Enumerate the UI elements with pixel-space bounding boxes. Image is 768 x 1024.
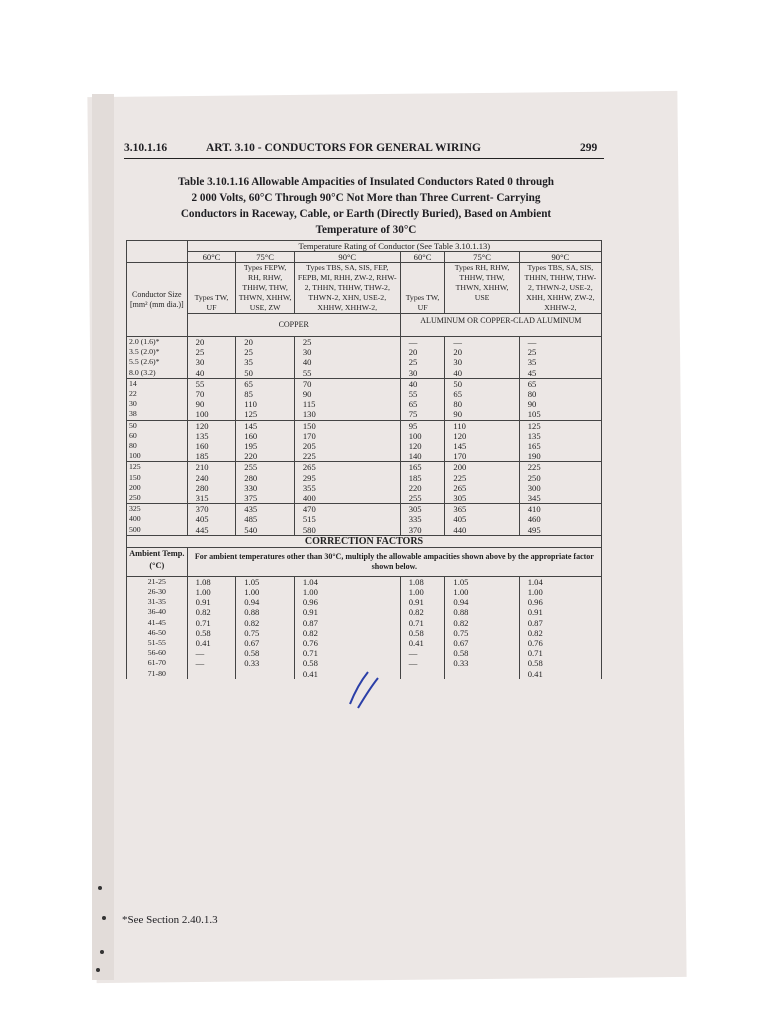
ampacity-cell-c90 xyxy=(294,420,400,462)
ampacity-value: 40 xyxy=(302,357,312,368)
correction-factor: 0.87 xyxy=(527,617,543,628)
ampacity-value: 90 xyxy=(527,399,537,410)
conductor-size: 125 xyxy=(129,462,141,472)
size-header-spacer xyxy=(127,241,188,263)
ampacity-group-row xyxy=(127,420,602,462)
ambient-range: 21-25 xyxy=(147,576,166,586)
ampacity-cell-a90 xyxy=(519,504,601,536)
ampacity-value: 190 xyxy=(527,451,541,462)
header-rule xyxy=(124,158,604,159)
ampacity-value: 240 xyxy=(195,472,209,483)
ampacity-value: 25 xyxy=(302,337,312,347)
ampacity-value: 120 xyxy=(408,441,422,452)
ampacity-value: 20 xyxy=(408,347,418,358)
conductor-size: 500 xyxy=(129,524,141,534)
ampacity-cell-c60 xyxy=(187,337,236,379)
ampacity-value: 20 xyxy=(195,337,205,347)
ampacity-value: 40 xyxy=(453,367,462,378)
ampacity-cell-c90 xyxy=(294,462,400,504)
ampacity-value: 220 xyxy=(408,482,422,493)
ampacity-value: 280 xyxy=(195,482,209,493)
ampacity-value: 140 xyxy=(408,451,422,462)
correction-factor xyxy=(453,669,516,679)
correction-factor: 0.91 xyxy=(302,607,318,618)
correction-factor: 0.94 xyxy=(244,597,260,608)
ampacity-cell-a75 xyxy=(445,420,519,462)
ampacity-value: 25 xyxy=(195,347,205,358)
correction-factor: 0.67 xyxy=(453,638,469,649)
correction-factor: 1.00 xyxy=(244,587,260,598)
ampacity-group-row xyxy=(127,337,602,379)
conductor-size: 2.0 (1.6)* xyxy=(129,337,160,346)
ambient-range: 36-40 xyxy=(147,607,166,617)
conductor-size: 325 xyxy=(129,504,141,514)
correction-factor xyxy=(196,669,234,679)
ampacity-value: 405 xyxy=(195,514,209,525)
correction-cell-a90 xyxy=(519,576,601,679)
correction-factors-title: CORRECTION FACTORS xyxy=(127,535,602,547)
ampacity-value: 55 xyxy=(302,367,312,378)
ampacity-cell-a60 xyxy=(400,378,445,420)
ampacity-value: 105 xyxy=(527,409,541,420)
ampacity-value: 440 xyxy=(453,524,467,535)
correction-factor: 0.75 xyxy=(453,627,469,638)
correction-factor: 0.41 xyxy=(195,638,211,649)
ambient-temp-label: Ambient Temp. (°C) xyxy=(127,547,188,576)
ampacity-value: 515 xyxy=(302,514,316,525)
ampacity-cell-a90 xyxy=(519,462,601,504)
ampacity-value: 580 xyxy=(302,524,316,535)
types-a60: Types TW, UF xyxy=(400,263,445,314)
ambient-range-cell xyxy=(127,576,188,679)
conductor-size-cell xyxy=(127,378,188,420)
types-c60: Types TW, UF xyxy=(187,263,236,314)
ampacity-value: 25 xyxy=(244,347,253,358)
ampacity-value: 90 xyxy=(453,409,462,420)
correction-factor: 0.91 xyxy=(408,597,424,608)
correction-factor: 1.00 xyxy=(527,587,543,598)
ampacity-value: 120 xyxy=(195,420,209,431)
ampacity-value: 200 xyxy=(453,462,467,473)
ambient-range: 56-60 xyxy=(147,648,166,658)
ampacity-value: 110 xyxy=(244,399,257,410)
ampacity-value: 250 xyxy=(527,472,541,483)
ampacity-cell-a75 xyxy=(445,337,519,379)
ampacity-cell-a75 xyxy=(445,504,519,536)
ampacity-cell-a90 xyxy=(519,378,601,420)
correction-factor: 0.41 xyxy=(408,638,424,649)
ampacity-value: 165 xyxy=(408,462,422,473)
ampacity-value: 55 xyxy=(408,389,418,400)
article-title: ART. 3.10 - CONDUCTORS FOR GENERAL WIRING xyxy=(206,142,481,154)
ampacity-cell-a75 xyxy=(445,462,519,504)
correction-factor: 1.05 xyxy=(244,576,260,587)
ampacity-value: 280 xyxy=(244,472,258,483)
ampacity-value: 150 xyxy=(302,420,316,431)
correction-factor xyxy=(244,669,292,679)
temp-a60: 60°C xyxy=(400,252,445,263)
ampacity-value: 255 xyxy=(408,493,422,504)
page-number: 299 xyxy=(580,142,598,154)
correction-note: For ambient temperatures other than 30°C, multiply the allowable ampacities shown above by the appropriate factor shown below. xyxy=(187,547,601,576)
ampacity-value: 470 xyxy=(302,504,316,515)
types-a75: Types RH, RHW, THHW, THW, THWN, XHHW, USE xyxy=(445,263,519,314)
correction-factor: 0.82 xyxy=(302,627,318,638)
ampacity-value: 355 xyxy=(302,482,316,493)
ampacity-value: 410 xyxy=(527,504,541,515)
ampacity-value: 125 xyxy=(244,409,258,420)
ampacity-cell-c75 xyxy=(236,378,295,420)
ampacity-group-row xyxy=(127,462,602,504)
conductor-size: 38 xyxy=(129,409,137,419)
ambient-range: 31-35 xyxy=(147,597,166,607)
ampacity-value: 165 xyxy=(527,441,541,452)
types-c90: Types TBS, SA, SIS, FEP, FEPB, MI, RHH, ZW-2, RHW-2, THHN, THHW, THW-2, THWN-2, XHN, USE-2, XHHW, XHHW-2, xyxy=(294,263,400,314)
ampacity-value: 145 xyxy=(244,420,258,431)
ambient-range: 71-80 xyxy=(147,668,166,678)
ampacity-value: 445 xyxy=(195,524,209,535)
ampacity-cell-a60 xyxy=(400,504,445,536)
ampacity-cell-c75 xyxy=(236,462,295,504)
ampacity-value: 40 xyxy=(195,367,205,378)
correction-factor: 0.82 xyxy=(527,627,543,638)
correction-cell-c60 xyxy=(187,576,236,679)
conductor-size: 200 xyxy=(129,482,141,492)
ampacity-cell-c90 xyxy=(294,337,400,379)
ampacity-value: 265 xyxy=(453,482,467,493)
conductor-size: 30 xyxy=(129,399,137,409)
ambient-range: 41-45 xyxy=(147,617,166,627)
correction-factor: 0.82 xyxy=(244,617,260,628)
correction-factor: 1.08 xyxy=(408,576,424,587)
ampacity-value: 25 xyxy=(527,347,537,358)
correction-factor: 0.76 xyxy=(302,638,318,649)
ampacity-value: 315 xyxy=(195,493,209,504)
ampacity-value: 50 xyxy=(453,378,462,389)
ambient-range: 61-70 xyxy=(147,658,166,668)
ampacity-cell-a60 xyxy=(400,462,445,504)
page-gutter xyxy=(92,94,114,980)
ampacity-value: 160 xyxy=(195,441,209,452)
ampacity-value: 70 xyxy=(302,378,312,389)
ampacity-group-row xyxy=(127,378,602,420)
correction-factor: 0.58 xyxy=(408,627,424,638)
footnote: *See Section 2.40.1.3 xyxy=(122,914,218,926)
ampacity-value: 305 xyxy=(453,493,467,504)
ampacity-value: 85 xyxy=(244,389,253,400)
correction-cell-c75 xyxy=(236,576,295,679)
ampacity-value: 95 xyxy=(408,420,418,431)
ampacity-cell-a60 xyxy=(400,420,445,462)
temperature-rating-title: Temperature Rating of Conductor (See Table 3.10.1.13) xyxy=(187,241,601,252)
ampacity-value: 125 xyxy=(527,420,541,431)
ampacity-value: 30 xyxy=(408,367,418,378)
ampacity-value: 330 xyxy=(244,482,258,493)
ampacity-value: 35 xyxy=(527,357,537,368)
ampacity-value: 205 xyxy=(302,441,316,452)
ampacity-value: 90 xyxy=(302,389,312,400)
conductor-size-label: Conductor Size [mm² (mm dia.)] xyxy=(127,263,188,337)
ampacity-value: 400 xyxy=(302,493,316,504)
correction-factor: 0.82 xyxy=(195,607,211,618)
ampacity-value: 160 xyxy=(244,430,258,441)
ampacity-value: 90 xyxy=(195,399,205,410)
ampacity-value: 100 xyxy=(408,430,422,441)
correction-factor: 0.33 xyxy=(453,658,469,669)
temp-c60: 60°C xyxy=(187,252,236,263)
ampacity-cell-c75 xyxy=(236,337,295,379)
correction-factor: 0.33 xyxy=(244,658,260,669)
ambient-range: 26-30 xyxy=(147,587,166,597)
ampacity-value: 35 xyxy=(244,357,253,368)
ampacity-value: 170 xyxy=(302,430,316,441)
temp-a75: 75°C xyxy=(445,252,519,263)
types-a90: Types TBS, SA, SIS, THHN, THHW, THW-2, THWN-2, USE-2, XHH, XHHW, ZW-2, XHHW-2, xyxy=(519,263,601,314)
ampacity-value: 50 xyxy=(244,367,253,378)
ampacity-value: 460 xyxy=(527,514,541,525)
ampacity-value: 65 xyxy=(453,389,462,400)
temp-c90: 90°C xyxy=(294,252,400,263)
ampacity-value: 370 xyxy=(408,524,422,535)
conductor-size: 14 xyxy=(129,378,137,388)
ampacity-value: 265 xyxy=(302,462,316,473)
ambient-range: 46-50 xyxy=(147,627,166,637)
conductor-size: 22 xyxy=(129,389,137,399)
ampacity-value: 220 xyxy=(244,451,258,462)
ampacity-value: 255 xyxy=(244,462,258,473)
page-specks xyxy=(96,880,110,980)
correction-factor: 0.96 xyxy=(302,597,318,608)
correction-factor: 0.87 xyxy=(302,617,318,628)
conductor-size: 150 xyxy=(129,472,141,482)
ampacity-value: 540 xyxy=(244,524,258,535)
ampacity-cell-c60 xyxy=(187,462,236,504)
handwritten-annotation xyxy=(344,664,384,714)
ampacity-value: 30 xyxy=(302,347,312,358)
ampacity-cell-c75 xyxy=(236,504,295,536)
correction-cell-a75 xyxy=(445,576,519,679)
correction-factor: — xyxy=(195,658,205,669)
correction-factor xyxy=(409,669,443,679)
copper-label: COPPER xyxy=(187,314,400,337)
ampacity-value: 75 xyxy=(408,409,418,420)
ampacity-value: 405 xyxy=(453,514,467,525)
section-number: 3.10.1.16 xyxy=(124,142,168,154)
ampacity-value: 30 xyxy=(453,357,462,368)
ampacity-value: 120 xyxy=(453,430,467,441)
ampacity-value: 40 xyxy=(408,378,418,389)
conductor-size: 80 xyxy=(129,441,137,451)
ampacity-value: 345 xyxy=(527,493,541,504)
ampacity-value: 435 xyxy=(244,504,258,515)
conductor-size: 400 xyxy=(129,514,141,524)
ampacity-value: 335 xyxy=(408,514,422,525)
ampacity-value: 370 xyxy=(195,504,209,515)
conductor-size: 8.0 (3.2) xyxy=(129,367,156,377)
correction-factor: 0.82 xyxy=(453,617,469,628)
correction-factor: 0.58 xyxy=(527,658,543,669)
ampacity-value: 210 xyxy=(195,462,209,473)
correction-factor: — xyxy=(195,648,205,659)
ampacity-value: 365 xyxy=(453,504,467,515)
conductor-size: 50 xyxy=(129,420,137,430)
correction-factor: 1.04 xyxy=(302,576,318,587)
correction-factor: 0.88 xyxy=(244,607,260,618)
ampacity-value: 375 xyxy=(244,493,258,504)
correction-factor: 0.71 xyxy=(195,617,211,628)
ampacity-table xyxy=(126,240,602,679)
ampacity-value: 185 xyxy=(195,451,209,462)
ampacity-group-row xyxy=(127,504,602,536)
ampacity-value: 20 xyxy=(244,337,253,347)
ampacity-value: 70 xyxy=(195,389,205,400)
correction-factor: 0.91 xyxy=(195,597,211,608)
correction-factor: 0.71 xyxy=(527,648,543,659)
correction-factor: 1.04 xyxy=(527,576,543,587)
correction-factor: 1.00 xyxy=(302,587,318,598)
correction-factor: 1.05 xyxy=(453,576,469,587)
ampacity-value: 55 xyxy=(195,378,205,389)
ampacity-value: 185 xyxy=(408,472,422,483)
correction-factor: 1.00 xyxy=(408,587,424,598)
ampacity-value: 300 xyxy=(527,482,541,493)
correction-factor: 0.58 xyxy=(195,627,211,638)
ampacity-value: 135 xyxy=(195,430,209,441)
correction-factor: 1.00 xyxy=(453,587,469,598)
ampacity-value: 225 xyxy=(302,451,316,462)
ampacity-cell-a60 xyxy=(400,337,445,379)
conductor-size: 60 xyxy=(129,430,137,440)
ambient-range: 51-55 xyxy=(147,638,166,648)
ampacity-value: 225 xyxy=(453,472,467,483)
ampacity-value: 485 xyxy=(244,514,258,525)
ampacity-cell-a90 xyxy=(519,337,601,379)
correction-factor: — xyxy=(408,658,418,669)
conductor-size: 250 xyxy=(129,493,141,503)
ampacity-value: 195 xyxy=(244,441,258,452)
correction-factor: 0.58 xyxy=(453,648,469,659)
conductor-size-cell xyxy=(127,337,188,379)
conductor-size-cell xyxy=(127,420,188,462)
ampacity-cell-c75 xyxy=(236,420,295,462)
correction-factor: 0.58 xyxy=(302,658,318,669)
ampacity-value: 170 xyxy=(453,451,467,462)
ampacity-value: — xyxy=(453,337,462,347)
ampacity-value: 20 xyxy=(453,347,462,358)
ampacity-cell-c60 xyxy=(187,378,236,420)
correction-factor: 0.91 xyxy=(527,607,543,618)
temp-c75: 75°C xyxy=(236,252,295,263)
correction-factor: 0.82 xyxy=(408,607,424,618)
ampacity-value: 30 xyxy=(195,357,205,368)
ampacity-value: 100 xyxy=(195,409,209,420)
correction-factor: 0.41 xyxy=(527,668,543,679)
table-caption: Table 3.10.1.16 Allowable Ampacities of Insulated Conductors Rated 0 through 2 000 Volts, 60°C Through 90°C Not More than Three Current- Carrying Conductors in Raceway, Cable, or Earth (Directly Buried), Based on Ambient Temperature of 30°C xyxy=(177,176,555,236)
correction-cell-a60 xyxy=(400,576,445,679)
ampacity-value: 45 xyxy=(527,367,537,378)
ampacity-value: 80 xyxy=(527,389,537,400)
ampacity-value: 130 xyxy=(302,409,316,420)
correction-factor: 0.94 xyxy=(453,597,469,608)
conductor-size-cell xyxy=(127,504,188,536)
conductor-size: 3.5 (2.0)* xyxy=(129,347,160,357)
ampacity-value: 25 xyxy=(408,357,418,368)
correction-factor: 0.76 xyxy=(527,638,543,649)
correction-factor: 0.71 xyxy=(302,648,318,659)
ampacity-cell-a75 xyxy=(445,378,519,420)
ampacity-value: 65 xyxy=(527,378,537,389)
aluminum-label: ALUMINUM OR COPPER-CLAD ALUMINUM xyxy=(400,314,601,337)
correction-factor: 0.75 xyxy=(244,627,260,638)
ampacity-value: 495 xyxy=(527,524,541,535)
ampacity-value: 225 xyxy=(527,462,541,473)
types-c75: Types FEPW, RH, RHW, THHW, THW, THWN, XHHW, USE, ZW xyxy=(236,263,295,314)
ampacity-cell-c90 xyxy=(294,378,400,420)
correction-factor: 0.67 xyxy=(244,638,260,649)
ampacity-cell-c60 xyxy=(187,420,236,462)
correction-factor: — xyxy=(408,648,418,659)
ampacity-cell-c90 xyxy=(294,504,400,536)
correction-factor: 1.00 xyxy=(195,587,211,598)
correction-factor: 0.58 xyxy=(244,648,260,659)
ampacity-value: 295 xyxy=(302,472,316,483)
ampacity-value: — xyxy=(408,337,418,347)
correction-factor: 0.71 xyxy=(408,617,424,628)
conductor-size-cell xyxy=(127,462,188,504)
temp-a90: 90°C xyxy=(519,252,601,263)
correction-factor: 0.41 xyxy=(302,668,318,679)
ampacity-cell-c60 xyxy=(187,504,236,536)
correction-factor: 1.08 xyxy=(195,576,211,587)
correction-factor: 0.88 xyxy=(453,607,469,618)
ampacity-value: 65 xyxy=(244,378,253,389)
ampacity-value: 135 xyxy=(527,430,541,441)
conductor-size: 100 xyxy=(129,451,141,461)
correction-factor: 0.96 xyxy=(527,597,543,608)
ampacity-value: 145 xyxy=(453,441,467,452)
ampacity-value: 65 xyxy=(408,399,418,410)
conductor-size: 5.5 (2.6)* xyxy=(129,357,160,367)
ampacity-value: 115 xyxy=(302,399,316,410)
ampacity-value: 110 xyxy=(453,420,466,431)
ampacity-value: 305 xyxy=(408,504,422,515)
ampacity-value: — xyxy=(527,337,537,347)
ampacity-cell-a90 xyxy=(519,420,601,462)
ampacity-value: 80 xyxy=(453,399,462,410)
